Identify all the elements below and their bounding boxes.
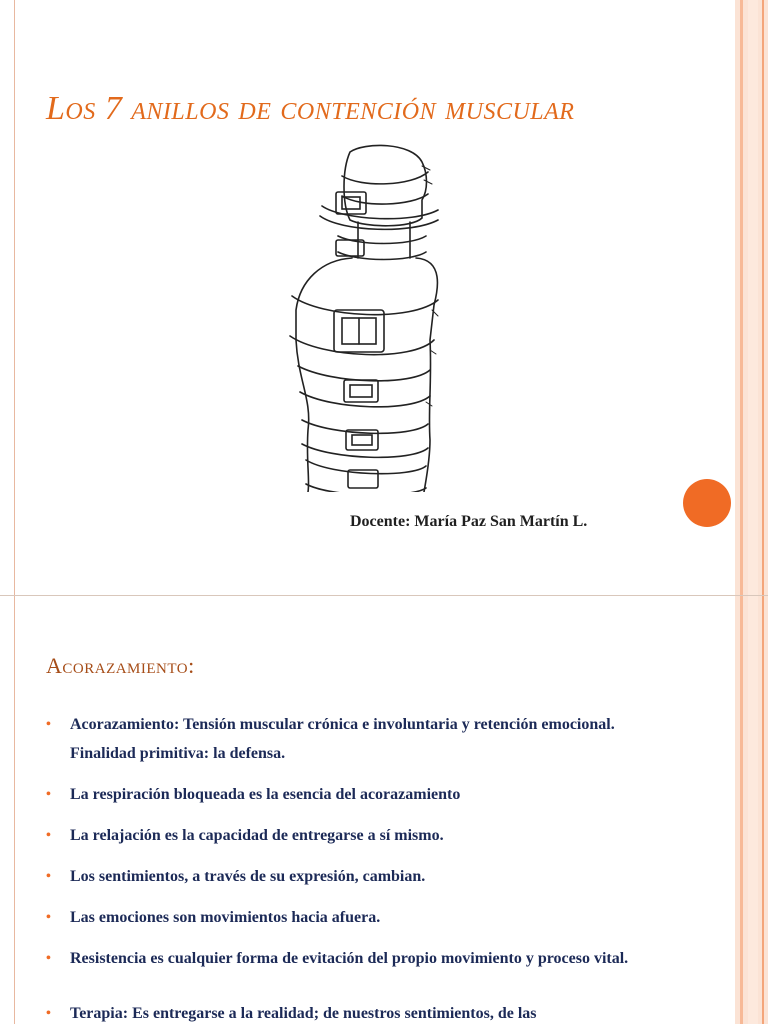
list-item: • Terapia: Es entregarse a la realidad; de nuestros sentimientos, de las (46, 999, 646, 1024)
decorative-rail-line (740, 596, 743, 1024)
decorative-rail-line (762, 596, 764, 1024)
belted-figure-illustration-icon (262, 140, 462, 492)
list-item: • La relajación es la capacidad de entregarse a sí mismo. (46, 821, 646, 850)
section-heading: Acorazamiento: (46, 653, 195, 678)
list-item: • Resistencia es cualquier forma de evitación del propio movimiento y proceso vital. (46, 944, 646, 973)
slide-left-border (14, 0, 15, 595)
decorative-rail-band (748, 596, 758, 1024)
decorative-rail-line (762, 0, 764, 595)
bullet-list (46, 710, 646, 1024)
accent-dot (683, 479, 731, 527)
teacher-credit: Docente: María Paz San Martín L. (350, 513, 588, 530)
decorative-rail-band (748, 0, 758, 595)
slide-title: Los 7 anillos de contención muscular (46, 90, 575, 127)
decorative-rail-line (740, 0, 743, 595)
content-slide (0, 596, 768, 1024)
list-item: • Las emociones son movimientos hacia afuera. (46, 903, 646, 932)
list-item: • La respiración bloqueada es la esencia del acorazamiento (46, 780, 646, 809)
slide-left-border (14, 596, 15, 1024)
list-item: • Los sentimientos, a través de su expresión, cambian. (46, 862, 646, 891)
list-item: • Acorazamiento: Tensión muscular crónica e involuntaria y retención emocional. Finalidad primitiva: la defensa. (46, 710, 646, 768)
